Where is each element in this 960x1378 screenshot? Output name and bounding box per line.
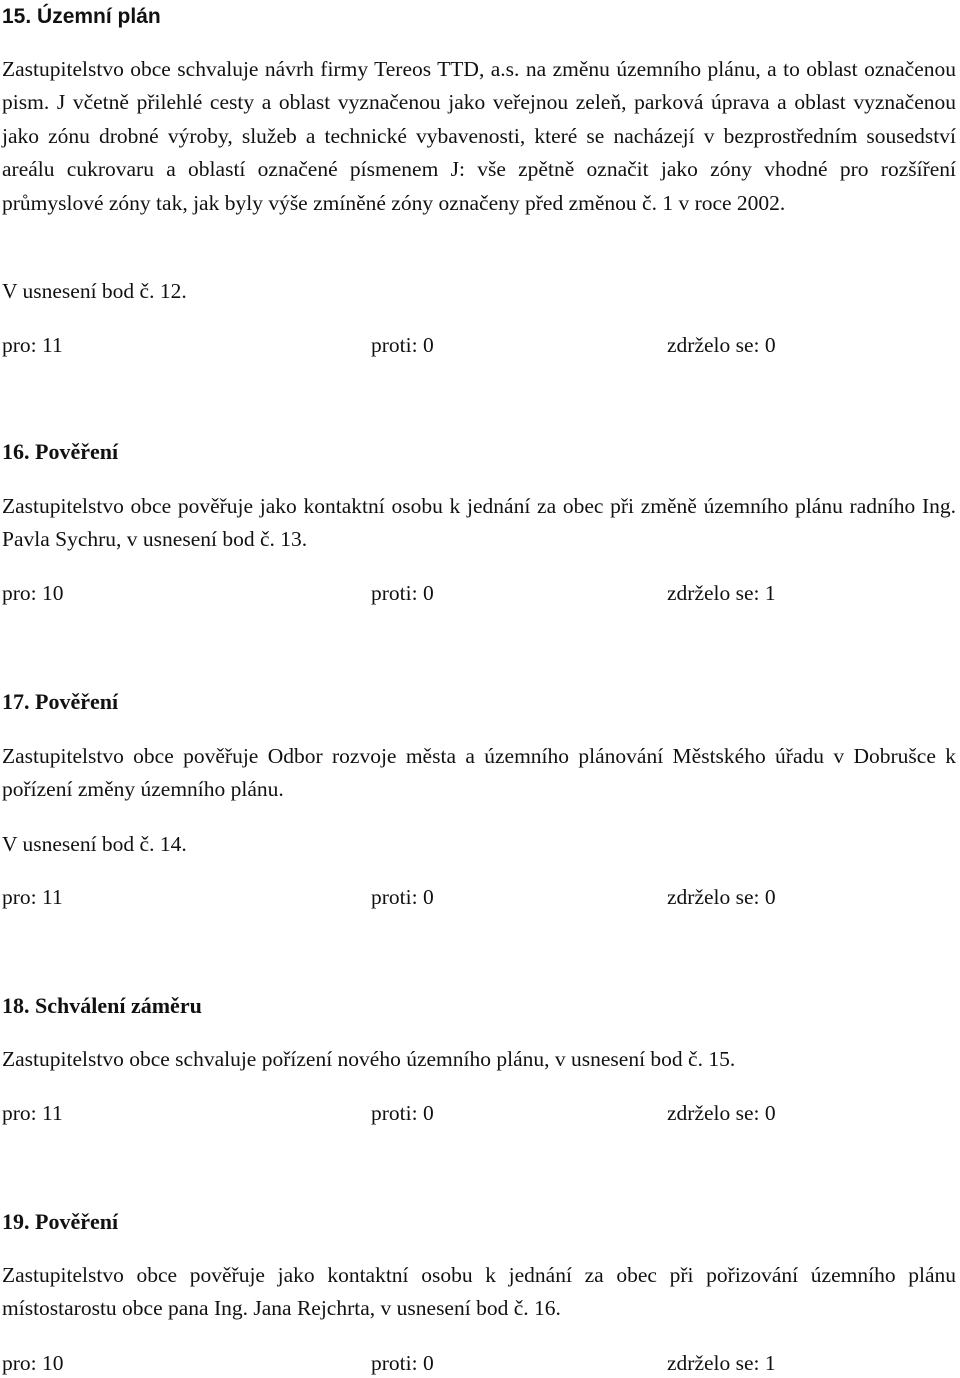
vote-proti: proti: 0: [371, 1351, 434, 1375]
vote-zdrzelo: zdrželo se: 1: [667, 1351, 776, 1375]
vote-proti: proti: 0: [371, 885, 434, 909]
section-17-text: Zastupitelstvo obce pověřuje Odbor rozvoje města a územního plánování Městského úřadu v Dobrušce k pořízení změny územního plánu.: [2, 744, 956, 802]
vote-zdrzelo: zdrželo se: 0: [667, 885, 776, 909]
section-15-resolution: V usnesení bod č. 12.: [2, 279, 187, 303]
section-16-vote: [2, 579, 956, 607]
vote-pro: pro: 11: [2, 333, 63, 357]
section-17-title: 17. Pověření: [2, 689, 119, 714]
section-19-text: Zastupitelstvo obce pověřuje jako kontaktní osobu k jednání za obec při pořizování územního plánu místostarostu obce pana Ing. Jana Rejchrta, v usnesení bod č. 16.: [2, 1263, 956, 1321]
vote-pro: pro: 10: [2, 581, 64, 605]
vote-zdrzelo: zdrželo se: 0: [667, 333, 776, 357]
section-16-title: 16. Pověření: [2, 439, 119, 464]
vote-pro: pro: 10: [2, 1351, 64, 1375]
section-17-vote: [2, 883, 956, 911]
section-19-vote: [2, 1349, 956, 1377]
vote-proti: proti: 0: [371, 581, 434, 605]
vote-pro: pro: 11: [2, 885, 63, 909]
section-16-text: Zastupitelstvo obce pověřuje jako kontaktní osobu k jednání za obec při změně územního plánu radního Ing. Pavla Sychru, v usnesení bod č. 13.: [2, 494, 956, 552]
vote-zdrzelo: zdrželo se: 0: [667, 1101, 776, 1125]
section-15-text: Zastupitelstvo obce schvaluje návrh firmy Tereos TTD, a.s. na změnu územního plánu, a to oblast označenou pism. J včetně přilehlé cesty a oblast vyznačenou jako veřejnou zeleň, parková úprava a oblast vyznačenou jako zónu drobné výroby, služeb a technické vybavenosti, které se nacházejí v bezprostředním sousedství areálu cukrovaru a oblastí označené písmenem J: vše zpětně označit jako zóny vhodné pro rozšíření průmyslové zóny tak, jak byly výše zmíněné zóny označeny před změnou č. 1 v roce 2002.: [2, 57, 956, 215]
vote-zdrzelo: zdrželo se: 1: [667, 581, 776, 605]
vote-proti: proti: 0: [371, 1101, 434, 1125]
section-18-title: 18. Schválení záměru: [2, 993, 202, 1018]
section-17-resolution: V usnesení bod č. 14.: [2, 832, 187, 856]
section-18-text: Zastupitelstvo obce schvaluje pořízení nového územního plánu, v usnesení bod č. 15.: [2, 1047, 736, 1071]
vote-pro: pro: 11: [2, 1101, 63, 1125]
vote-proti: proti: 0: [371, 333, 434, 357]
section-15-title: 15. Územní plán: [2, 5, 161, 28]
section-15-vote: [2, 331, 956, 359]
section-19-title: 19. Pověření: [2, 1209, 119, 1234]
section-18-vote: [2, 1099, 956, 1127]
